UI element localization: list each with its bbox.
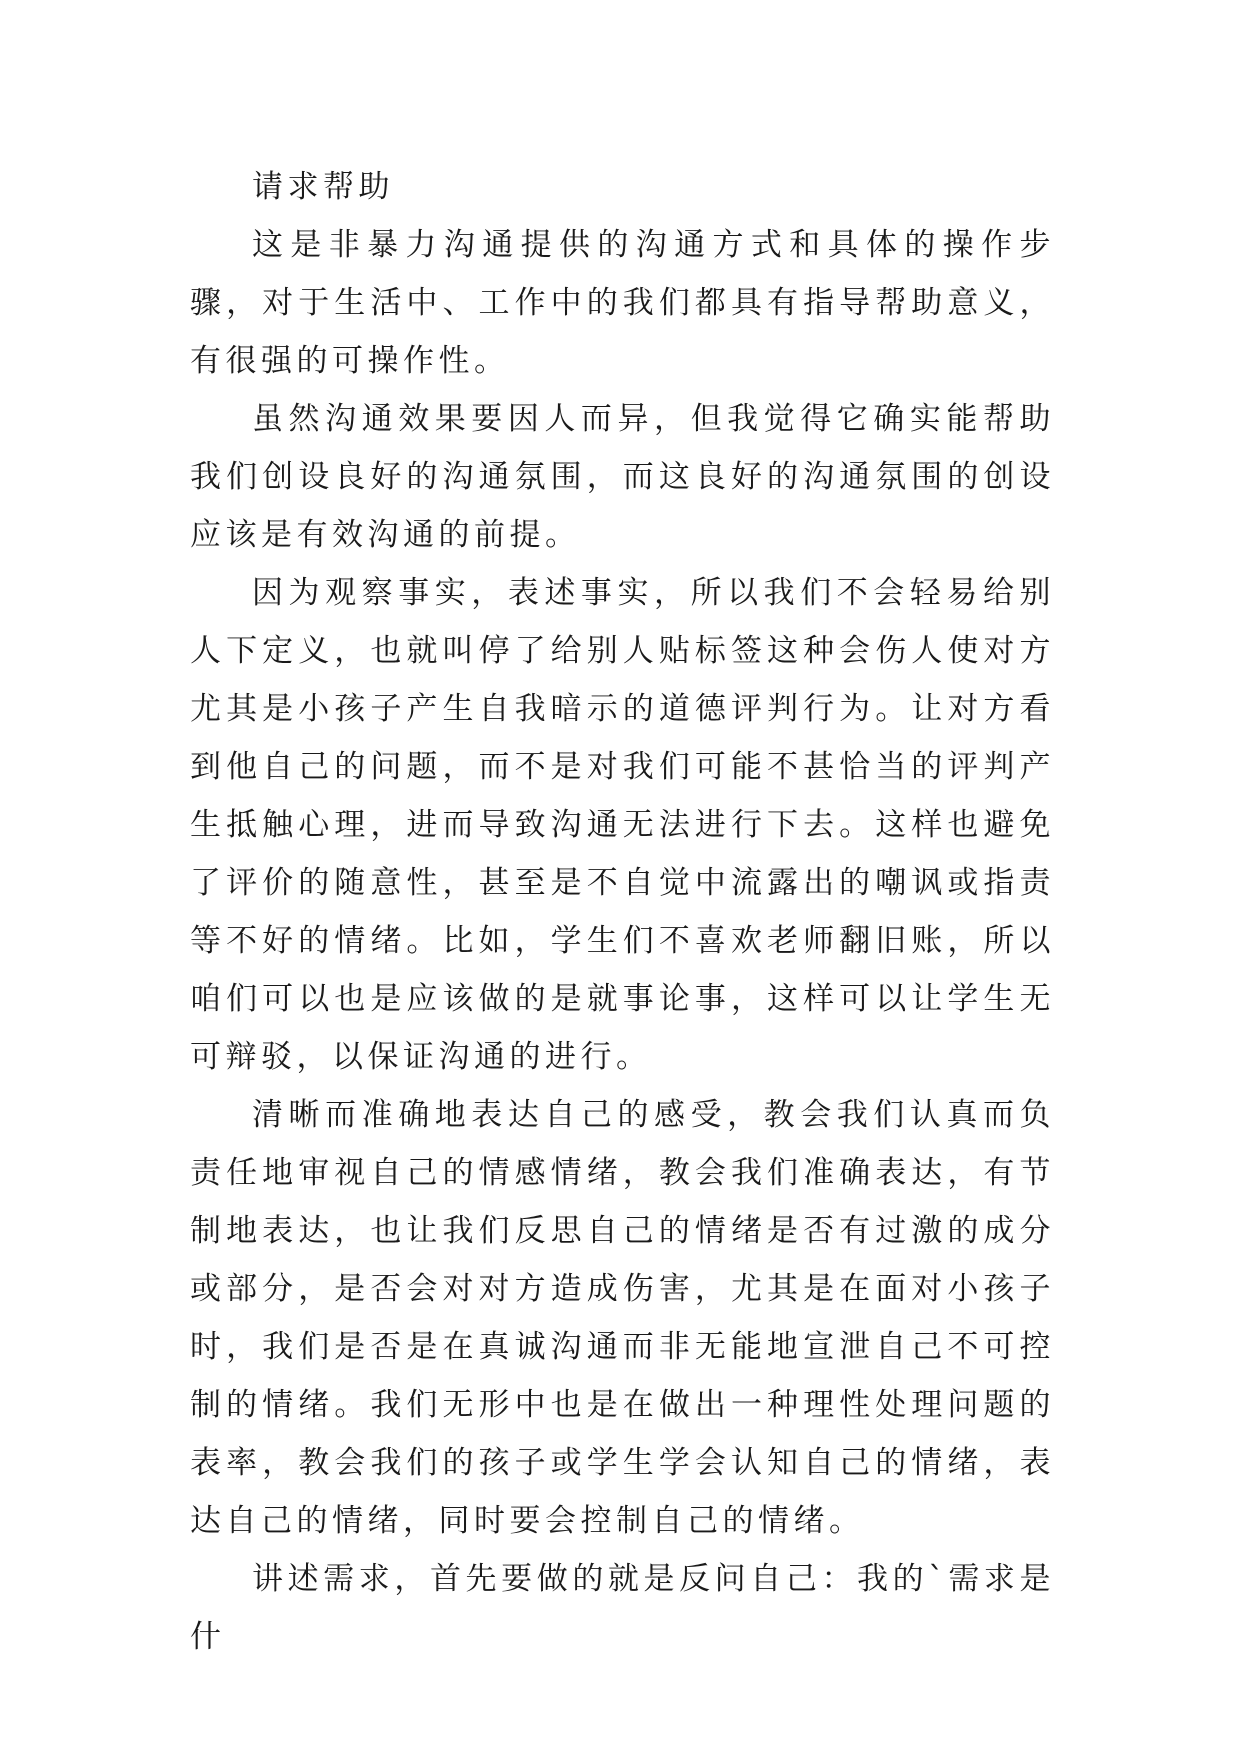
document-body — [190, 158, 1055, 1666]
paragraph-express-feelings: 清晰而准确地表达自己的感受，教会我们认真而负责任地审视自己的情感情绪，教会我们准确表达，有节制地表达，也让我们反思自己的情绪是否有过激的成分或部分，是否会对对方造成伤害，尤其是在面对小孩子时，我们是否是在真诚沟通而非无能地宣泄自己不可控制的情绪。我们无形中也是在做出一种理性处理问题的表率，教会我们的孩子或学生学会认知自己的情绪，表达自己的情绪，同时要会控制自己的情绪。 — [190, 1097, 1055, 1539]
paragraph-nvc-intro: 这是非暴力沟通提供的沟通方式和具体的操作步骤，对于生活中、工作中的我们都具有指导帮助意义，有很强的可操作性。 — [190, 227, 1055, 379]
paragraph-heading-request-help: 请求帮助 — [252, 169, 394, 205]
paragraph-communication-atmosphere: 虽然沟通效果要因人而异，但我觉得它确实能帮助我们创设良好的沟通氛围，而这良好的沟通氛围的创设应该是有效沟通的前提。 — [190, 401, 1055, 553]
paragraph-state-needs: 讲述需求，首先要做的就是反问自己：我的`需求是什 — [190, 1561, 1055, 1655]
paragraph-observe-facts: 因为观察事实，表述事实，所以我们不会轻易给别人下定义，也就叫停了给别人贴标签这种会伤人使对方尤其是小孩子产生自我暗示的道德评判行为。让对方看到他自己的问题，而不是对我们可能不甚恰当的评判产生抵触心理，进而导致沟通无法进行下去。这样也避免了评价的随意性，甚至是不自觉中流露出的嘲讽或指责等不好的情绪。比如，学生们不喜欢老师翻旧账，所以咱们可以也是应该做的是就事论事，这样可以让学生无可辩驳，以保证沟通的进行。 — [190, 575, 1055, 1075]
